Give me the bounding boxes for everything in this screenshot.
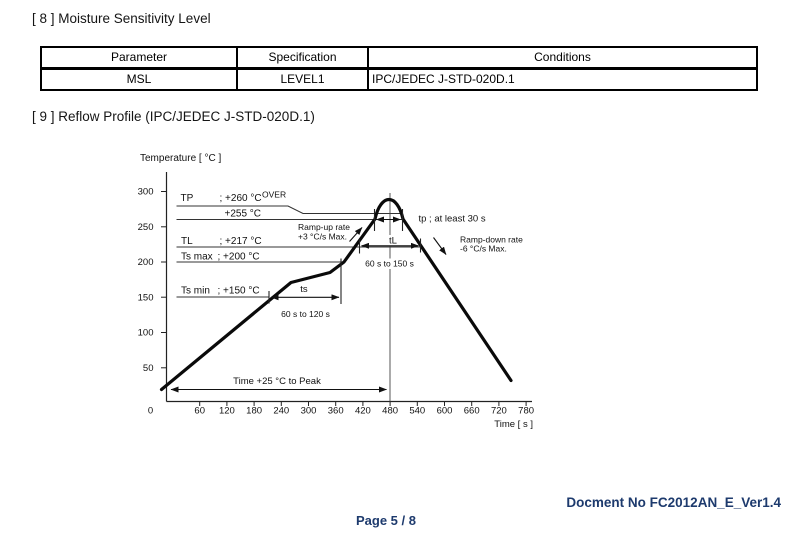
x-axis-title: Time [ s ] (494, 419, 533, 430)
svg-text:660: 660 (463, 405, 480, 417)
svg-text:150: 150 (137, 292, 154, 304)
ts-annotation: ts (300, 284, 308, 295)
tsmin-label: Ts min (181, 285, 210, 297)
ramp-up-label-1: Ramp-up rate (298, 222, 350, 232)
t255-value: +255 °C (224, 208, 262, 220)
measure-arrows (171, 220, 446, 390)
tsmax-value: ; +200 °C (217, 251, 260, 263)
tp-label: TP (180, 193, 194, 204)
annotation-labels (233, 214, 523, 388)
svg-text:540: 540 (409, 405, 426, 417)
svg-text:480: 480 (382, 405, 399, 417)
tsmin-value: ; +150 °C (217, 285, 260, 297)
y-axis-title: Temperature [ °C ] (140, 153, 222, 164)
svg-text:0: 0 (147, 405, 154, 417)
ramp-down-label-2: -6 °C/s Max. (460, 243, 507, 254)
tl-value: ; +217 °C (219, 236, 262, 247)
tl-annotation: tL (389, 235, 397, 247)
svg-text:600: 600 (436, 405, 453, 417)
page-indicator: Page 5 / 8 (356, 513, 416, 528)
svg-text:250: 250 (137, 222, 154, 233)
header-parameter: Parameter (41, 47, 237, 69)
tp-260-line (177, 206, 403, 214)
svg-text:360: 360 (327, 405, 344, 417)
svg-text:300: 300 (137, 186, 154, 198)
svg-text:240: 240 (273, 405, 290, 417)
svg-text:200: 200 (137, 257, 154, 269)
svg-text:100: 100 (137, 327, 154, 339)
tp-value: ; +260 °C (219, 193, 262, 204)
time-to-peak-annotation: Time +25 °C to Peak (233, 376, 321, 387)
cell-parameter: MSL (41, 69, 237, 91)
tsmax-label: Ts max (181, 251, 213, 263)
ramp-up-label-2: +3 °C/s Max. (298, 231, 347, 242)
x-tick-labels (148, 406, 534, 417)
section-8-title: [ 8 ] Moisture Sensitivity Level (32, 11, 211, 26)
svg-text:420: 420 (354, 405, 371, 417)
svg-text:720: 720 (490, 405, 507, 417)
section-9-title: [ 9 ] Reflow Profile (IPC/JEDEC J-STD-020D.1) (32, 109, 315, 124)
svg-text:300: 300 (300, 405, 317, 417)
cell-specification: LEVEL1 (237, 69, 368, 91)
svg-text:60: 60 (194, 405, 205, 417)
cell-conditions: IPC/JEDEC J-STD-020D.1 (368, 69, 757, 91)
tl-label: TL (181, 236, 193, 247)
svg-text:180: 180 (246, 405, 263, 417)
document-number: Docment No FC2012AN_E_Ver1.4 (566, 495, 781, 510)
tp-time-annotation: tp ; at least 30 s (418, 213, 486, 225)
header-specification: Specification (237, 47, 368, 69)
svg-text:50: 50 (142, 363, 154, 374)
svg-text:780: 780 (518, 405, 535, 417)
ts-range-annotation: 60 s to 120 s (281, 309, 330, 319)
over-label: OVER (262, 189, 287, 200)
ramp-down-arrow (434, 238, 447, 255)
y-tick-labels (138, 187, 154, 374)
svg-text:120: 120 (218, 405, 235, 417)
ramp-down-label-1: Ramp-down rate (460, 234, 523, 245)
header-conditions: Conditions (368, 47, 757, 69)
tl-range-annotation: 60 s to 150 s (365, 258, 414, 269)
y-axis-ticks (161, 192, 167, 368)
